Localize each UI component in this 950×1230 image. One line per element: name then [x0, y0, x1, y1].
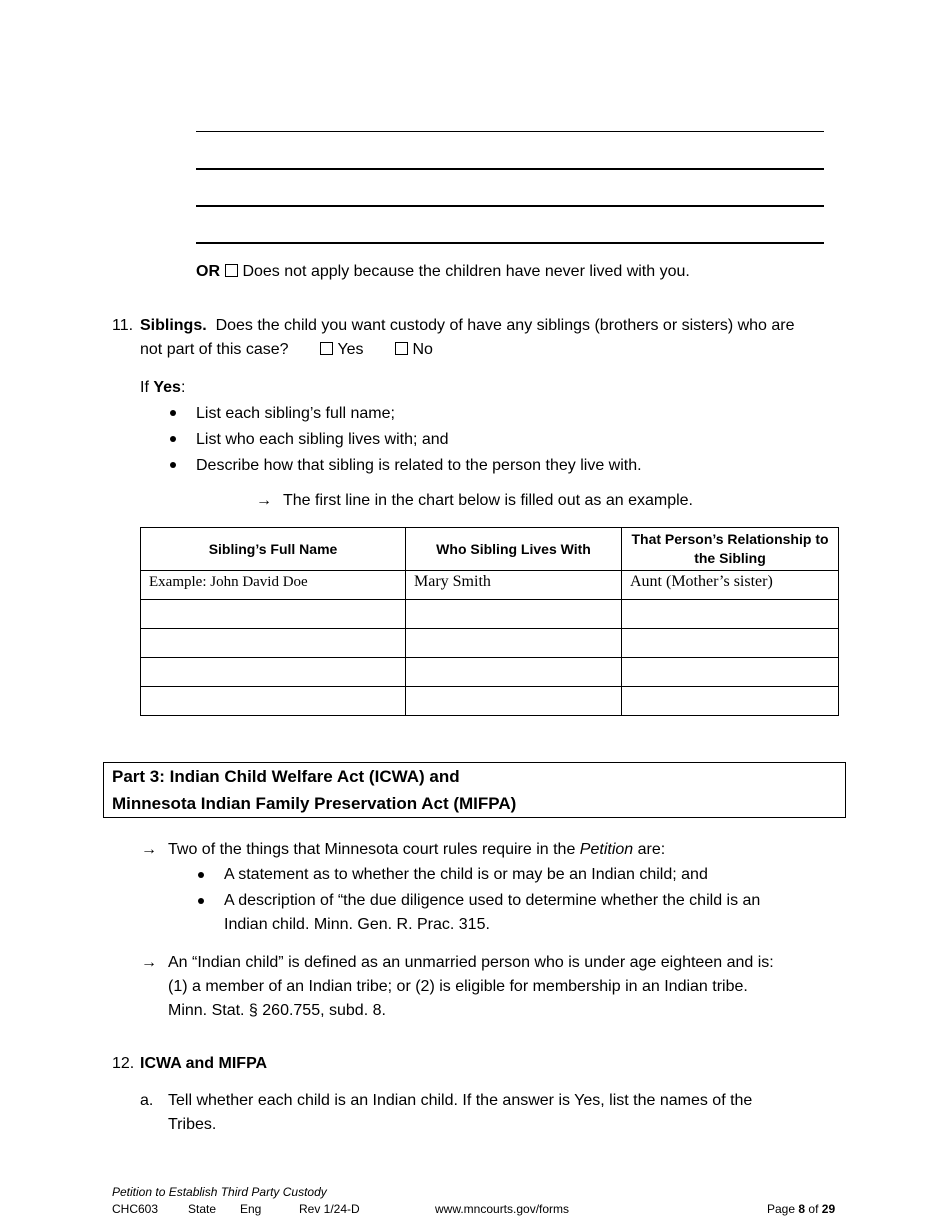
bullet-icon	[170, 410, 176, 416]
answer-line-3[interactable]	[196, 205, 824, 207]
arrow-right-icon: →	[256, 492, 272, 509]
example-relationship: Aunt (Mother’s sister)	[622, 571, 839, 600]
example-lives-with: Mary Smith	[406, 571, 622, 600]
header-lives-with: Who Sibling Lives With	[406, 528, 622, 571]
table-row-example	[141, 571, 839, 600]
section12-item-a-label: a.	[140, 1092, 154, 1109]
table-cell[interactable]	[406, 600, 622, 629]
answer-line-1[interactable]	[196, 131, 824, 132]
siblings-no-label: No	[412, 341, 433, 358]
siblings-yes-checkbox[interactable]	[320, 342, 333, 355]
part3-header	[103, 762, 846, 818]
siblings-question-text: Does the child you want custody of have any siblings (brothers or sisters) who are	[215, 317, 795, 334]
part3-title-line1: Part 3: Indian Child Welfare Act (ICWA) and	[112, 767, 460, 786]
table-cell[interactable]	[141, 687, 406, 716]
page-of: of	[808, 1202, 819, 1216]
table-row	[141, 600, 839, 629]
siblings-table	[140, 527, 839, 716]
not-apply-text: Does not apply because the children have never lived with you.	[242, 263, 690, 280]
table-header-row	[141, 528, 839, 571]
table-row	[141, 687, 839, 716]
section12-item-a-line1: Tell whether each child is an Indian child. If the answer is Yes, list the names of the	[168, 1092, 753, 1109]
table-cell[interactable]	[141, 629, 406, 658]
siblings-title: Siblings.	[140, 317, 207, 334]
part3-note2-line3: Minn. Stat. § 260.755, subd. 8.	[168, 1002, 386, 1019]
siblings-no-checkbox[interactable]	[395, 342, 408, 355]
siblings-question-text-2: not part of this case?	[140, 341, 289, 358]
section12-title	[140, 1054, 267, 1074]
table-cell[interactable]	[622, 687, 839, 716]
section12-item-a-line2: Tribes.	[168, 1116, 217, 1133]
table-cell[interactable]	[406, 629, 622, 658]
note1-italic: Petition	[579, 841, 634, 858]
table-row	[141, 658, 839, 687]
footer-revision: Rev 1/24-D	[299, 1202, 360, 1216]
footer-page-number	[767, 1202, 835, 1216]
page-current: 8	[798, 1202, 806, 1216]
table-cell[interactable]	[406, 658, 622, 687]
if-yes-label	[140, 378, 185, 398]
bullet-icon	[170, 462, 176, 468]
if-colon: :	[180, 379, 186, 396]
header-relationship: That Person’s Relationship to the Sibling	[622, 528, 839, 571]
table-cell[interactable]	[622, 658, 839, 687]
section12-title-text: ICWA and MIFPA	[140, 1055, 268, 1072]
footer-jurisdiction: State	[188, 1202, 217, 1216]
table-cell[interactable]	[406, 687, 622, 716]
example-note: The first line in the chart below is filled out as an example.	[283, 492, 693, 509]
arrow-right-icon: →	[141, 954, 157, 971]
siblings-bullet-2: List who each sibling lives with; and	[196, 431, 449, 448]
part3-title-line2: Minnesota Indian Family Preservation Act (MIFPA)	[112, 794, 517, 813]
part3-note1-bullet-2-cont: Indian child. Minn. Gen. R. Prac. 315.	[224, 916, 490, 933]
siblings-bullet-3: Describe how that sibling is related to the person they live with.	[196, 457, 642, 474]
table-row	[141, 629, 839, 658]
answer-line-4[interactable]	[196, 242, 824, 244]
table-cell[interactable]	[622, 629, 839, 658]
part3-note1-bullet-1: A statement as to whether the child is or may be an Indian child; and	[224, 866, 708, 883]
part3-note1	[168, 840, 665, 860]
part3-note2-line1: An “Indian child” is defined as an unmarried person who is under age eighteen and is:	[168, 954, 774, 971]
footer-form-code: CHC603	[112, 1202, 159, 1216]
table-cell[interactable]	[141, 600, 406, 629]
footer-website[interactable]: www.mncourts.gov/forms	[435, 1202, 570, 1216]
not-apply-checkbox[interactable]	[225, 264, 238, 277]
page-total: 29	[821, 1202, 836, 1216]
siblings-question-line2	[140, 340, 433, 360]
example-sibling-name: Example: John David Doe	[141, 571, 406, 600]
header-sibling-name: Sibling’s Full Name	[141, 528, 406, 571]
section12-number: 12.	[112, 1055, 135, 1072]
answer-line-2[interactable]	[196, 168, 824, 170]
siblings-yes-label: Yes	[337, 341, 364, 358]
bullet-icon	[170, 436, 176, 442]
table-cell[interactable]	[141, 658, 406, 687]
part3-note2-line2: (1) a member of an Indian tribe; or (2) is eligible for membership in an Indian tribe.	[168, 978, 748, 995]
if-text: If	[140, 379, 149, 396]
footer-language: Eng	[240, 1202, 262, 1216]
not-apply-option	[196, 262, 690, 282]
footer-form-title-text: Petition to Establish Third Party Custody	[112, 1185, 327, 1199]
table-cell[interactable]	[622, 600, 839, 629]
or-label: OR	[196, 263, 220, 280]
note1-prefix: Two of the things that Minnesota court rules require in the	[168, 841, 576, 858]
siblings-bullet-1: List each sibling’s full name;	[196, 405, 395, 422]
note1-suffix: are:	[637, 841, 666, 858]
bullet-icon	[198, 872, 204, 878]
if-yes-bold: Yes	[153, 379, 181, 396]
siblings-number: 11.	[112, 317, 134, 334]
bullet-icon	[198, 898, 204, 904]
arrow-right-icon: →	[141, 841, 157, 858]
siblings-question-line1	[140, 316, 795, 336]
footer-form-title	[112, 1185, 327, 1199]
part3-note1-bullet-2: A description of “the due diligence used to determine whether the child is an	[224, 892, 761, 909]
page-label: Page	[767, 1202, 796, 1216]
